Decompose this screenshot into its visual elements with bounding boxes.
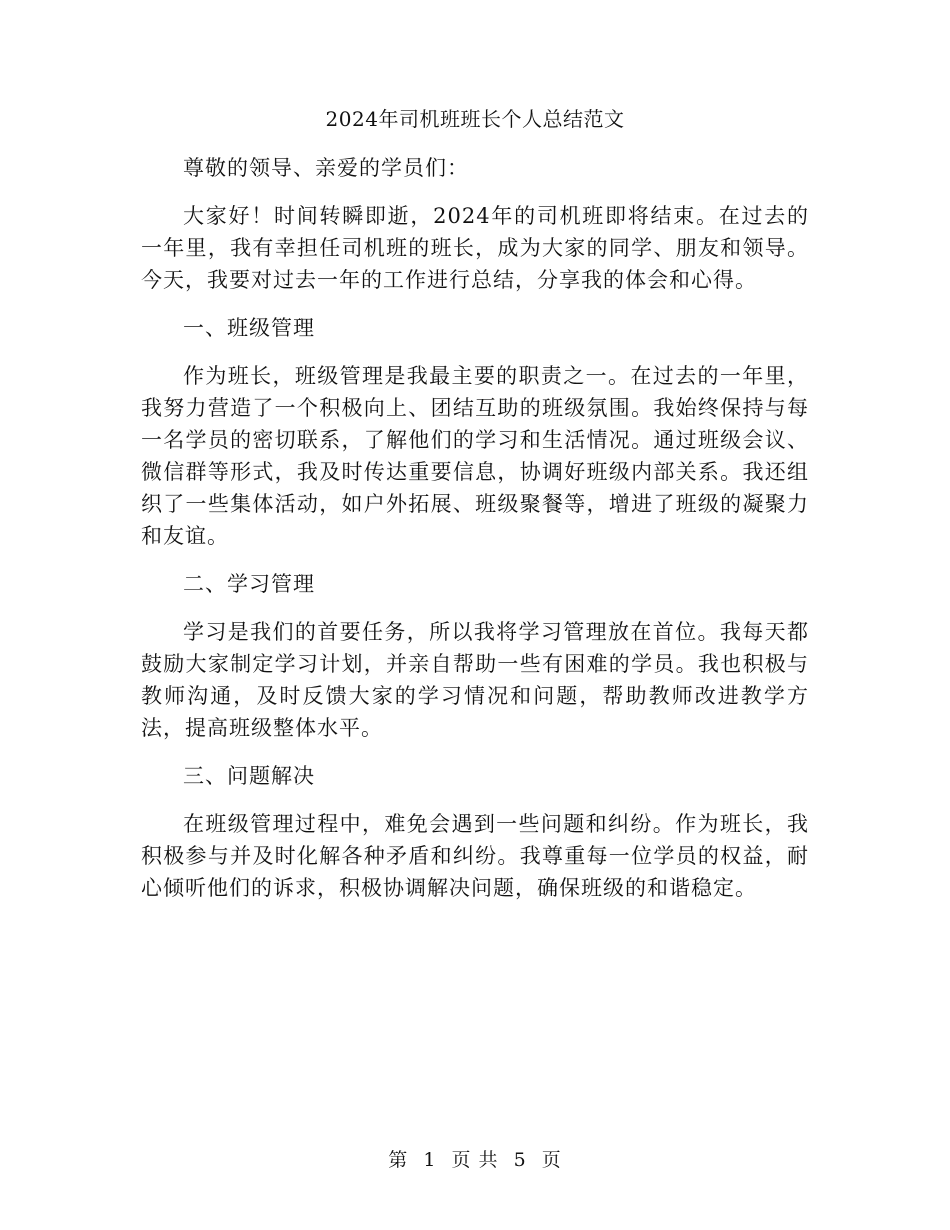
- footer-middle: 页 共: [451, 1149, 499, 1171]
- footer-prefix: 第: [388, 1149, 409, 1171]
- salutation: 尊敬的领导、亲爱的学员们：: [183, 156, 469, 180]
- document-title: 2024年司机班班长个人总结范文: [325, 107, 625, 131]
- intro-paragraph: 大家好！时间转瞬即逝，2024年的司机班即将结束。在过去的一年里，我有幸担任司机班的班长，成为大家的同学、朋友和领导。今天，我要对过去一年的工作进行总结，分享我的体会和心得。: [141, 204, 809, 292]
- footer-suffix: 页: [541, 1149, 562, 1171]
- section-body-study-management: 学习是我们的首要任务，所以我将学习管理放在首位。我每天都鼓励大家制定学习计划，并亲自帮助一些有困难的学员。我也积极与教师沟通，及时反馈大家的学习情况和问题，帮助教师改进教学方法，提高班级整体水平。: [141, 620, 809, 740]
- section-heading-problem-solving: 三、问题解决: [183, 764, 315, 788]
- page-footer: [0, 1146, 950, 1174]
- section-heading-class-management: 一、班级管理: [183, 316, 315, 340]
- section-body-problem-solving: 在班级管理过程中，难免会遇到一些问题和纠纷。作为班长，我积极参与并及时化解各种矛盾和纠纷。我尊重每一位学员的权益，耐心倾听他们的诉求，积极协调解决问题，确保班级的和谐稳定。: [141, 812, 809, 900]
- total-page-count: 5: [513, 1149, 527, 1171]
- section-heading-study-management: 二、学习管理: [183, 572, 315, 596]
- current-page-number: 1: [423, 1149, 437, 1171]
- section-body-class-management: 作为班长，班级管理是我最主要的职责之一。在过去的一年里，我努力营造了一个积极向上、团结互助的班级氛围。我始终保持与每一名学员的密切联系，了解他们的学习和生活情况。通过班级会议、微信群等形式，我及时传达重要信息，协调好班级内部关系。我还组织了一些集体活动，如户外拓展、班级聚餐等，增进了班级的凝聚力和友谊。: [141, 364, 809, 548]
- document-body: [141, 152, 809, 920]
